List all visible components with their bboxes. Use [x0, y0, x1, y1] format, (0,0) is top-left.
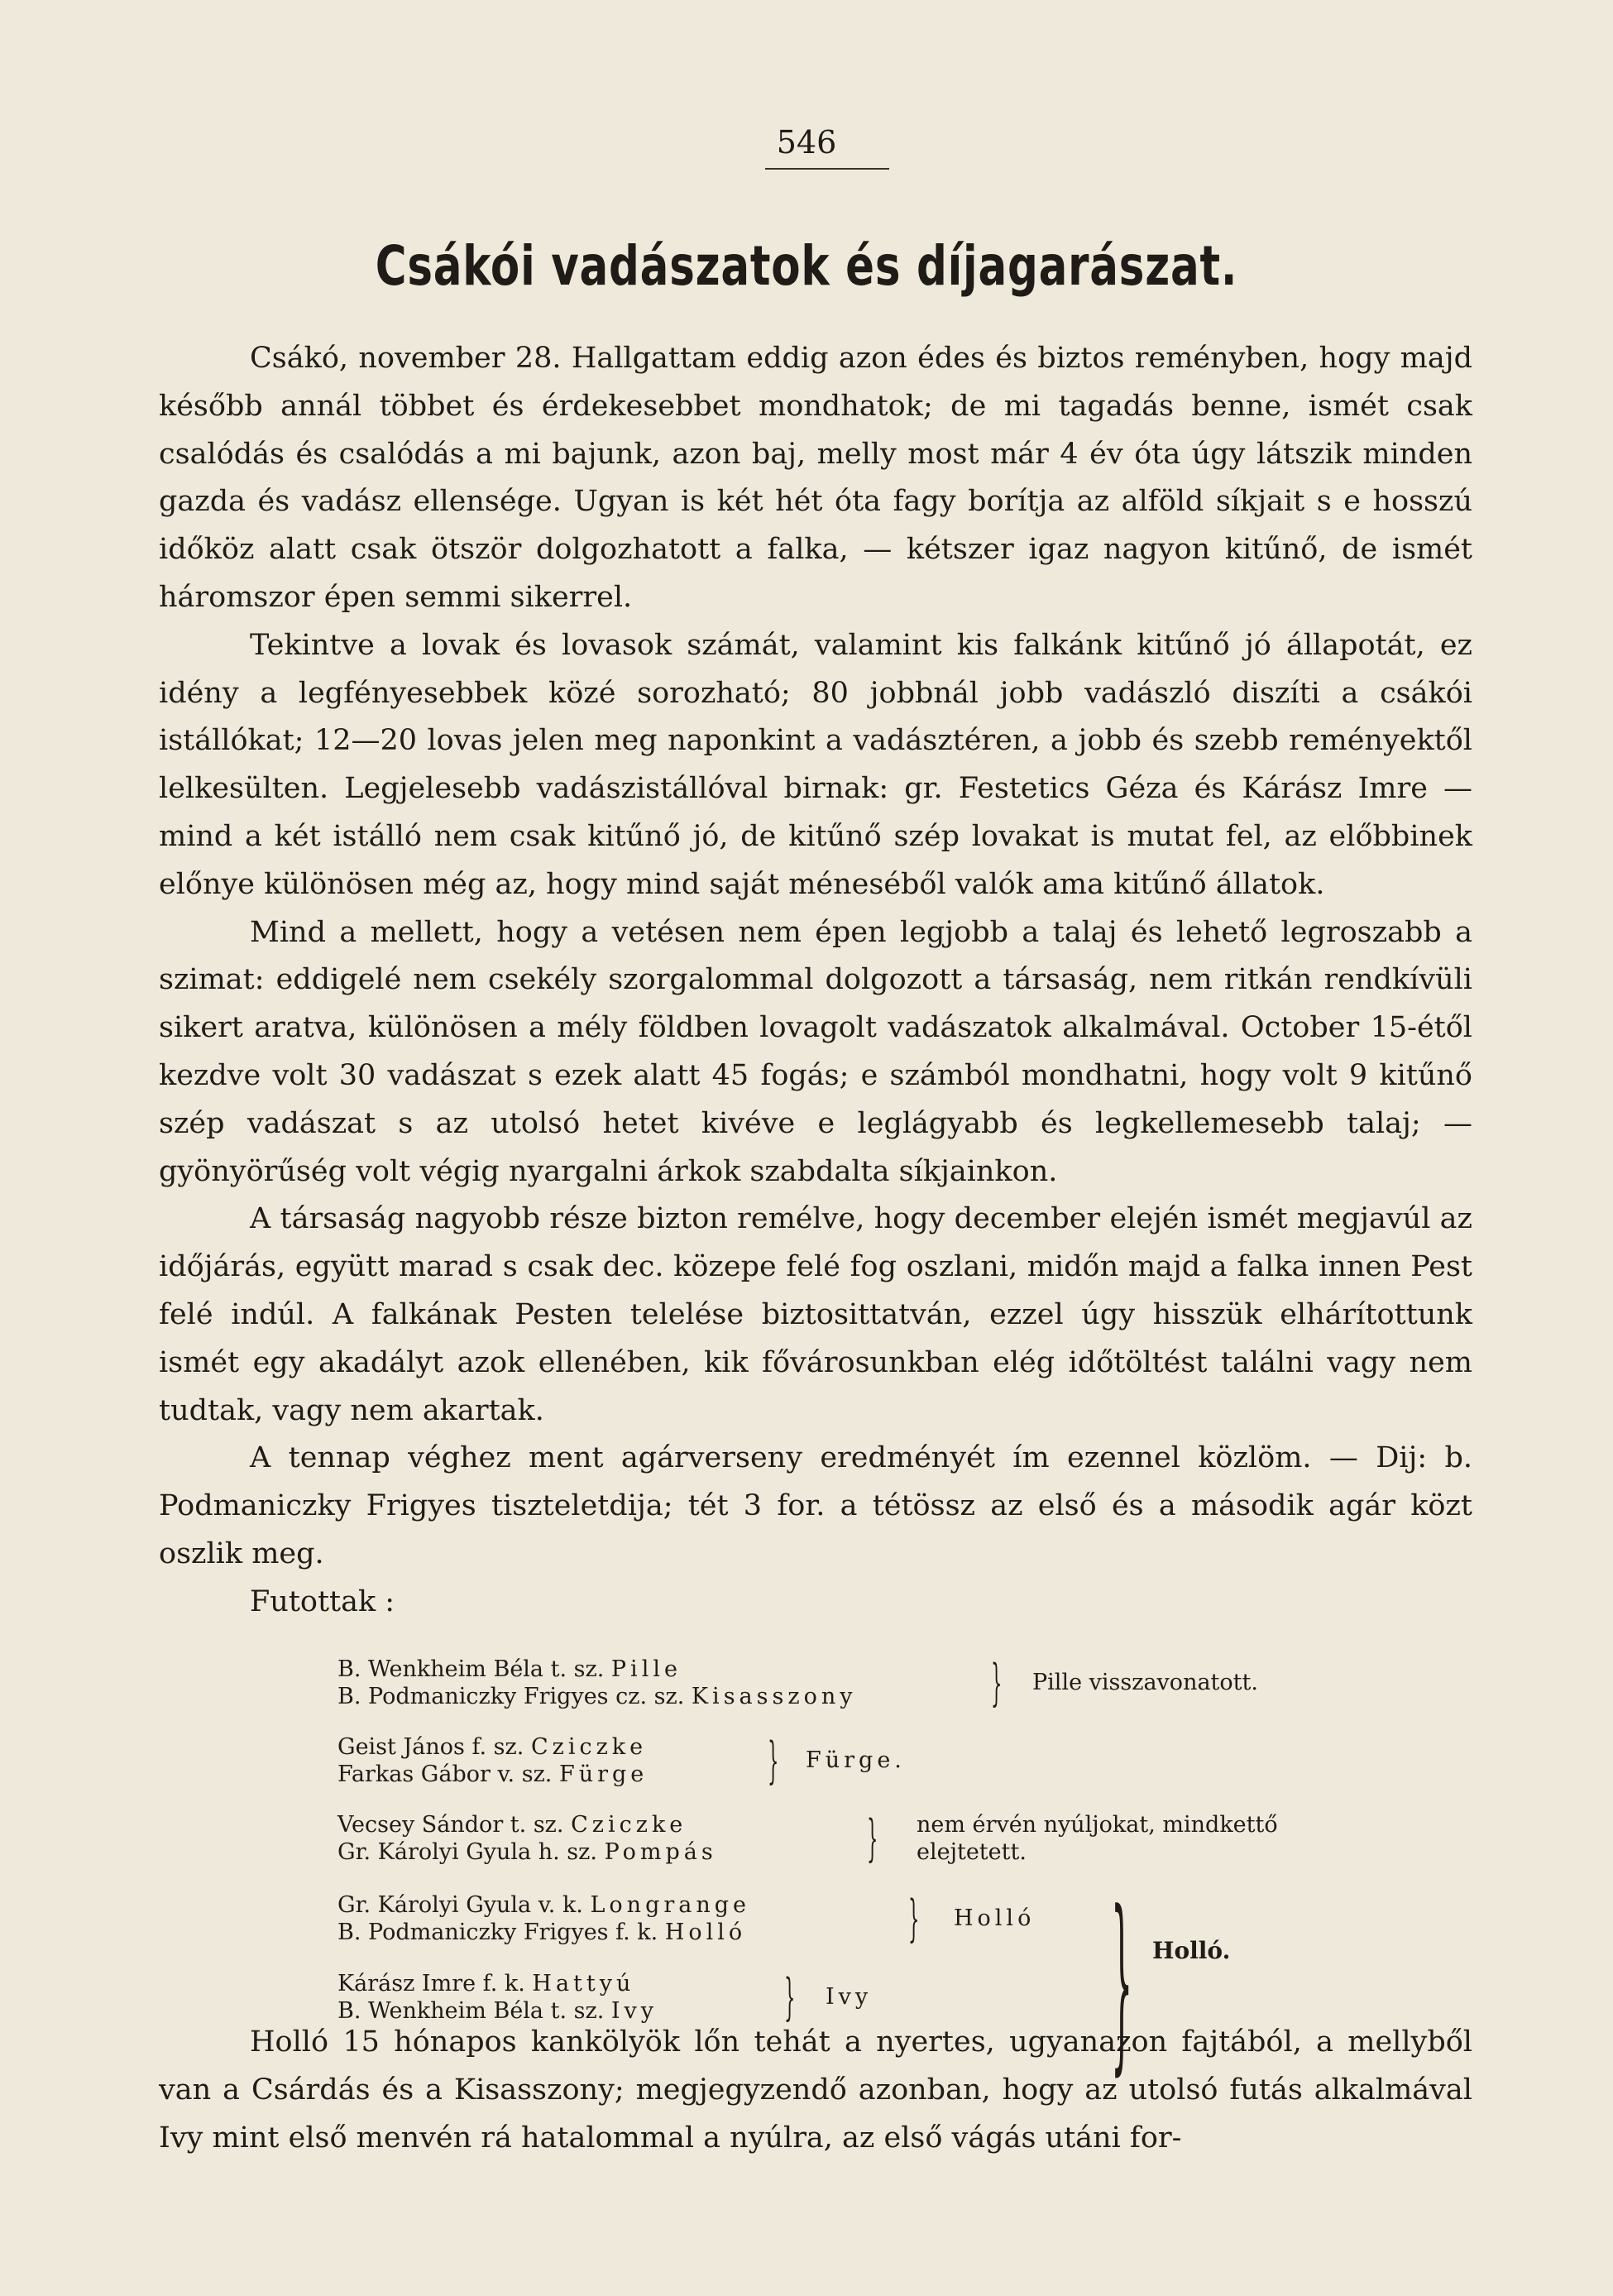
- heat-result: Holló: [954, 1905, 1036, 1931]
- brace-symbol: }: [908, 1890, 920, 1948]
- paragraph: Holló 15 hónapos kankölyök lőn tehát a nyertes, ugyanazon fajtából, a mellyből van a Csárdás és a Kisasszony; megjegyzendő azonban, hogy az utolsó futás alkalmával Ivy mint első menvén rá hatalommal a nyúlra, az első vágás utáni for-: [159, 2025, 1472, 2155]
- entry-dog: Longrange: [590, 1892, 751, 1918]
- entry-owner: B. Podmaniczky Frigyes cz. sz.: [337, 1684, 685, 1709]
- entry-dog: Ivy: [610, 1998, 658, 2024]
- heat-result: Pille visszavonatott.: [1032, 1670, 1258, 1695]
- paragraph: A társaság nagyobb része bizton remélve, hogy december elején ismét megjavúl az időjárás, együtt marad s csak dec. közepe felé fog oszlani, midőn majd a falka innen Pest felé indúl. A falkának Pesten telelése biztosittatván, ezzel úgy hisszük elhárítottunk ismét egy akadályt azok ellenében, kik fővárosunkban elég időtöltést találni vagy nem tudtak, vagy nem akartak.: [159, 1202, 1472, 1427]
- heat-result: nem érvén nyúljokat, mindkettő elejtetett.: [917, 1812, 1278, 1865]
- entry-owner: Geist János f. sz.: [337, 1734, 524, 1760]
- paragraph: Csákó, november 28. Hallgattam eddig azon édes és biztos reményben, hogy majd később annál többet és érdekesebbet mondhatok; de mi tagadás benne, ismét csak csalódás és csalódás a mi bajunk, azon baj, melly most már 4 év óta úgy látszik minden gazda és vadász ellensége. Ugyan is két hét óta fagy borítja az alföld síkjait s e hosszú időköz alatt csak ötször dolgozhatott a falka, — kétszer igaz nagyon kitűnő, de ismét háromszor épen semmi sikerrel.: [159, 342, 1472, 614]
- entry-dog: Fürge: [558, 1762, 649, 1787]
- entry-dog: Cziczke: [530, 1734, 648, 1760]
- heat-result: Fürge.: [806, 1747, 906, 1773]
- heat-entry: [337, 1891, 750, 1919]
- heat: [337, 1890, 1036, 1948]
- final-brace-symbol: }: [1111, 1872, 1133, 2092]
- runners-heading: Futottak :: [250, 1584, 395, 1618]
- paragraph: A tennap véghez ment agárverseny eredményét ím ezennel közlöm. — Dij: b. Podmaniczky Frigyes tiszteletdija; tét 3 for. a tétössz az első és a második agár közt oszlik meg.: [159, 1441, 1472, 1570]
- brace-symbol: }: [991, 1654, 1003, 1712]
- heat-result: Ivy: [826, 1984, 873, 2010]
- entry-owner: Vecsey Sándor t. sz.: [337, 1812, 564, 1838]
- entry-dog: Cziczke: [571, 1812, 687, 1838]
- heat-entry: [337, 1761, 648, 1788]
- entry-dog: Pille: [610, 1656, 682, 1682]
- brace-symbol: }: [784, 1968, 796, 2026]
- article-body: [159, 335, 1472, 1627]
- brace-symbol: }: [768, 1732, 779, 1790]
- entry-owner: Gr. Károlyi Gyula h. sz.: [337, 1839, 597, 1865]
- entry-dog: Hattyú: [532, 1971, 635, 1996]
- heat: [337, 1654, 1258, 1712]
- heat-entry: [337, 1970, 658, 1997]
- entry-dog: Kisasszony: [691, 1684, 857, 1709]
- entry-owner: B. Wenkheim Béla t. sz.: [337, 1656, 605, 1682]
- heat-entry: [337, 1683, 857, 1710]
- heat: [337, 1968, 873, 2026]
- entry-owner: B. Podmaniczky Frigyes f. k.: [337, 1920, 658, 1945]
- entry-owner: Gr. Károlyi Gyula v. k.: [337, 1892, 583, 1918]
- paragraph: Mind a mellett, hogy a vetésen nem épen legjobb a talaj és lehető legroszabb a szimat: eddigelé nem csekély szorgalommal dolgozott a társaság, nem ritkán rendkívüli sikert aratva, különösen a mély földben lovagolt vadászatok alkalmával. October 15-étől kezdve volt 30 vadászat s ezek alatt 45 fogás; e számból mondhatni, hogy volt 9 kitűnő szép vadászat s az utolsó hetet kivéve e leglágyabb és legkellemesebb talaj; — gyönyörűség volt végig nyargalni árkok szabdalta síkjainkon.: [159, 915, 1472, 1188]
- page-number-rule: [765, 168, 889, 170]
- entry-owner: Kárász Imre f. k.: [337, 1971, 525, 1996]
- final-result: Holló.: [1152, 1937, 1231, 1964]
- article-title: Csákói vadászatok és díjagarászat.: [375, 234, 1238, 298]
- heat-entry: [337, 1656, 857, 1683]
- heat-entry: [337, 1733, 648, 1761]
- entry-dog: Holló: [664, 1920, 747, 1945]
- paragraph: Tekintve a lovak és lovasok számát, valamint kis falkánk kitűnő jó állapotát, ez idény a legfényesebbek közé sorozható; 80 jobbnál jobb vadászló diszíti a csákói istállókat; 12—20 lovas jelen meg naponkint a vadásztéren, a jobb és szebb reményektől lelkesülten. Legjelesebb vadászistállóval birnak: gr. Festetics Géza és Kárász Imre — mind a két istálló nem csak kitűnő jó, de kitűnő szép lovakat is mutat fel, az előbbinek előnye különösen még az, hogy mind saját méneséből valók ama kitűnő állatok.: [159, 628, 1472, 901]
- brace-symbol: }: [867, 1809, 878, 1867]
- closing-text: [159, 2019, 1472, 2162]
- heat: [337, 1732, 906, 1790]
- entry-owner: B. Wenkheim Béla t. sz.: [337, 1998, 605, 2024]
- heat: [337, 1811, 1363, 1866]
- entry-dog: Pompás: [604, 1839, 717, 1865]
- entry-owner: Farkas Gábor v. sz.: [337, 1762, 553, 1787]
- page-number: 546: [776, 124, 837, 161]
- heat-entry: [337, 1919, 750, 1946]
